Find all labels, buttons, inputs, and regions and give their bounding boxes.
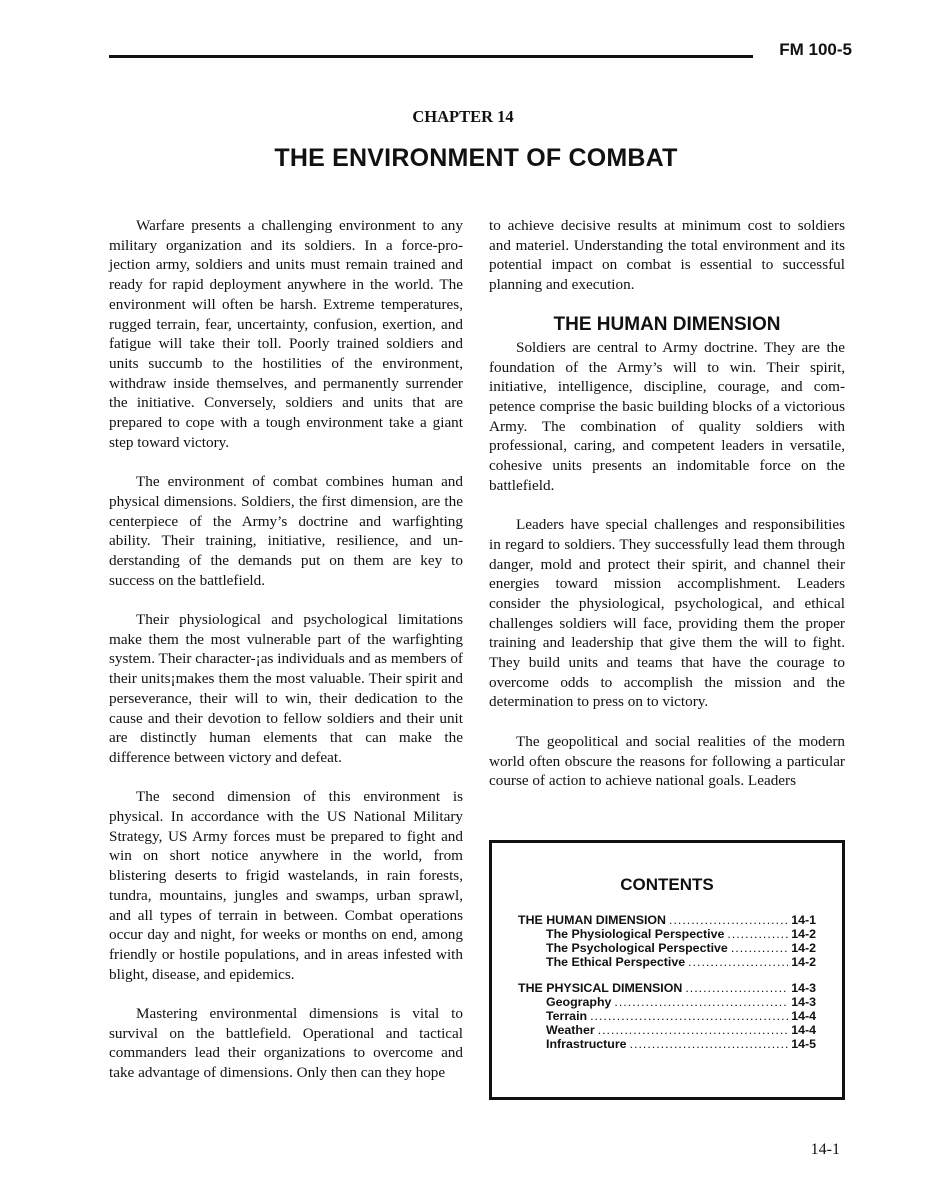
section-heading: THE HUMAN DIMENSION [553,313,781,335]
toc-entry-label: Geography [546,995,612,1009]
toc-entry-label: The Physiological Perspective [546,927,725,941]
toc-entry[interactable] [518,1037,816,1051]
toc-leader [590,1009,788,1023]
paragraph: The environment of combat combines human and physical dimensions. Soldiers, the first dimension, are the centerpiece of the Army’s doctrine and warfighting ability. Their training, initiative, resilience, and understanding of the demands put on them are key to success on the battlefield. [109,473,463,589]
toc-entry-label: The Ethical Perspective [546,955,686,969]
toc-entry[interactable] [518,995,816,1009]
table-of-contents [518,913,816,1051]
toc-leader [630,1037,789,1051]
toc-leader [614,995,788,1009]
page-number: 14-1 [810,1141,840,1158]
toc-entry-label: Weather [546,1023,595,1037]
toc-entry-page: 14-3 [791,981,816,995]
paragraph: Mastering environmental dimensions is vital to survival on the battlefield. Operational and tactical commanders lead their organizations to overcome and take advantage of dimensions. Only then can they hope [109,1005,463,1082]
toc-entry-page: 14-1 [791,913,816,927]
header-rule [109,55,753,58]
toc-leader [598,1023,789,1037]
toc-entry[interactable] [518,927,816,941]
toc-entry-page: 14-3 [791,995,816,1009]
toc-entry-page: 14-2 [791,955,816,969]
contents-title: CONTENTS [620,875,714,894]
toc-entry-page: 14-2 [791,941,816,955]
toc-entry-label: Infrastructure [546,1037,627,1051]
toc-leader [685,981,788,995]
toc-entry[interactable] [518,941,816,955]
toc-entry[interactable] [518,955,816,969]
paragraph: Their physiological and psychological limitations make them the most vulnerable part of the warfighting system. Their character-¡as individuals and as members of their units¡makes them the most valuable. Their spirit and perseverance, their will to win, their dedication to the cause and their devotion to fellow soldiers and their unit are distinctly human elements that can make the difference between victory and defeat. [109,611,463,766]
toc-leader [669,913,788,927]
toc-leader [688,955,788,969]
toc-entry[interactable] [518,1023,816,1037]
toc-entry-label: Terrain [546,1009,588,1023]
right-column [489,216,845,791]
chapter-label: CHAPTER 14 [412,107,514,126]
paragraph: Leaders have special challenges and responsibilities in regard to soldiers. They successfully lead them through danger, mold and protect their spirit, and channel their energies toward mission accomplishment. Leaders consider the physiological, psychological, and ethical challenges soldiers will face, providing them the proper training and leadership that give them the will to fight. They build units and teams that have the courage to overcome odds to accomplish the mission and the determination to press on to victory. [489,516,845,711]
left-column [109,216,463,1083]
toc-entry[interactable] [518,913,816,927]
paragraph: The second dimension of this environment is physical. In accordance with the US National Military Strategy, US Army forces must be prepared to fight and win on short notice anywhere in the world, from blistering deserts to frigid wastelands, in rain forests, tundra, mountains, jungles and swamps, urban sprawl, and all types of terrain in between. Combat operations occur day and night, for weeks or months on end, among friendly or hostile populations, and in areas infested with blight, disease, and epidemics. [109,788,463,983]
toc-leader [727,927,788,941]
paragraph: Soldiers are central to Army doctrine. They are the foundation of the Army’s will to win. Their spirit, initiative, intelligence, discipline, courage, and competence comprise the basic building blocks of a victorious Army. The combination of quality soldiers with professional, caring, and competent leaders in versatile, cohesive units presents an indomitable force on the battlefield. [489,338,845,494]
paragraph: The geopolitical and social realities of the modern world often obscure the reasons for following a particular course of action to achieve national goals. Leaders [489,732,845,790]
toc-entry-label: THE HUMAN DIMENSION [518,913,666,927]
paragraph: Warfare presents a challenging environment to any military organization and its soldiers. In a force-projection army, soldiers and units must remain trained and ready for rapid deployment anywhere in the world. The environment will often be harsh. Extreme temperatures, rugged terrain, fear, uncertainty, confusion, exertion, and fatigue will take their toll. Poorly trained soldiers and units succumb to the hostilities of the environment, withdraw inside themselves, and permanently surrender the initiative. Conversely, soldiers and units that are prepared to cope with a tough environment take a giant step toward victory. [109,217,463,451]
toc-entry[interactable] [518,981,816,995]
toc-entry-page: 14-4 [791,1009,816,1023]
toc-entry-page: 14-5 [791,1037,816,1051]
chapter-title: THE ENVIRONMENT OF COMBAT [274,144,678,172]
toc-entry-label: THE PHYSICAL DIMENSION [518,981,683,995]
toc-entry-page: 14-4 [791,1023,816,1037]
document-id: FM 100-5 [779,40,852,59]
paragraph-continuation: to achieve decisive results at minimum cost to soldiers and materiel. Understanding the total environment and its potential impact on combat is essential to successful planning and execution. [489,217,845,294]
toc-entry[interactable] [518,1009,816,1023]
contents-box [489,840,845,1100]
toc-entry-label: The Psychological Perspective [546,941,728,955]
toc-leader [731,941,788,955]
toc-entry-page: 14-2 [791,927,816,941]
